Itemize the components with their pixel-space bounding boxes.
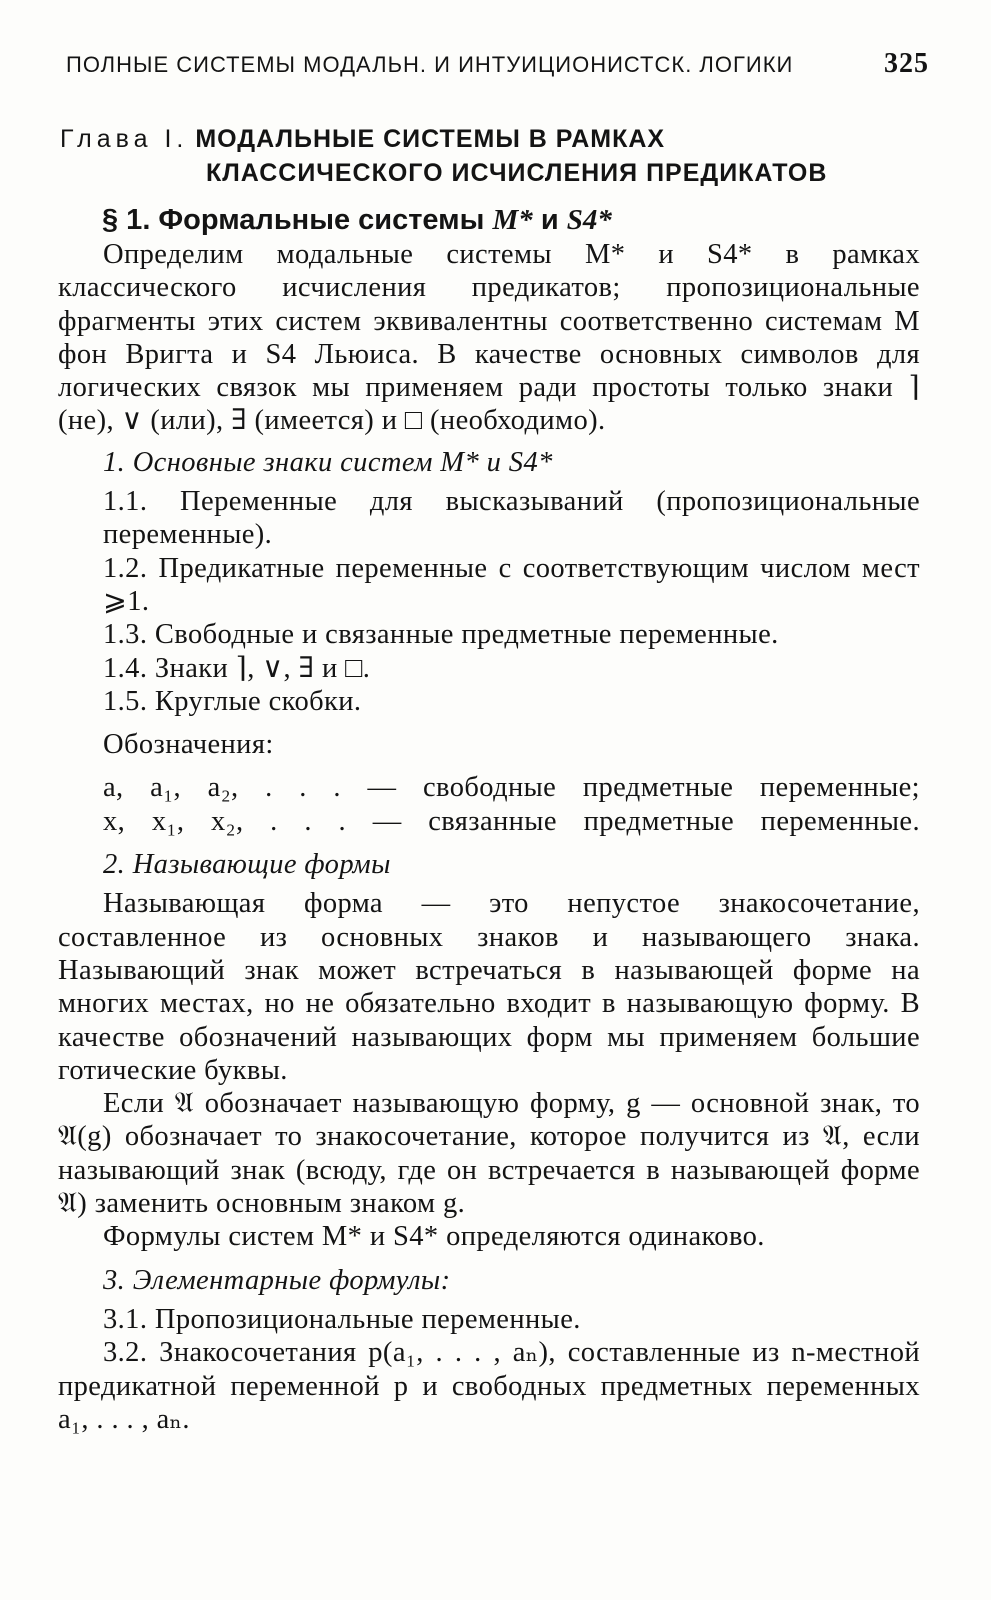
running-head [58,46,929,82]
chapter-heading [60,122,940,190]
chapter-title-line2: КЛАССИЧЕСКОГО ИСЧИСЛЕНИЯ ПРЕДИКАТОВ [206,159,828,187]
chapter-title-line1: МОДАЛЬНЫЕ СИСТЕМЫ В РАМКАХ [195,125,666,153]
item-1-2: 1.2. Предикатные переменные с соответствующим числом мест ⩾1. [103,552,920,617]
section-prefix: § 1. Формальные системы [102,204,485,236]
free-variables-line: a, a₁, a₂, . . . — свободные предметные переменные; [103,772,920,804]
item-3-1: 3.1. Пропозициональные переменные. [103,1303,581,1335]
section-system-m: M* [492,204,533,236]
item-1-1: 1.1. Переменные для высказываний (пропозициональные переменные). [103,486,920,551]
bound-variables-line: x, x₁, x₂, . . . — связанные предметные переменные. [103,805,920,837]
heading-basic-signs: 1. Основные знаки систем M* и S4* [103,446,553,478]
running-head-title: ПОЛНЫЕ СИСТЕМЫ МОДАЛЬН. И ИНТУИЦИОНИСТСК. ЛОГИКИ [66,52,794,77]
page-number: 325 [884,48,929,79]
notation-label: Обозначения: [103,729,274,761]
item-3-2: 3.2. Знакосочетания p(a₁, . . . , aₙ), составленные из n-местной предикатной переменной p и свободных предметных переменных a₁, . . . , aₙ. [58,1337,920,1435]
heading-naming-forms: 2. Называющие формы [103,849,391,881]
naming-forms-substitution-paragraph: Если 𝔄 обозначает называющую форму, g — основной знак, то 𝔄(g) обозначает то знакосочетание, которое получится из 𝔄, если называющий знак (всюду, где он встречается в называющей форме 𝔄) заменить основным знаком g. [58,1088,920,1220]
formulas-defined-paragraph: Формулы систем M* и S4* определяются одинаково. [103,1221,765,1253]
item-1-4: 1.4. Знаки ⌉, ∨, ∃ и □. [103,652,371,684]
heading-elementary-formulas: 3. Элементарные формулы: [103,1264,451,1296]
intro-paragraph: Определим модальные системы M* и S4* в рамках классического исчисления предикатов; пропозициональные фрагменты этих систем эквивалентны соответственно системам M фон Вригта и S4 Льюиса. В качестве основных символов для логических связок мы применяем ради простоты только знаки ⌉ (не), ∨ (или), ∃ (имеется) и □ (необходимо). [58,239,920,437]
item-1-5: 1.5. Круглые скобки. [103,685,362,717]
item-1-3: 1.3. Свободные и связанные предметные переменные. [103,619,779,651]
section-heading [102,204,612,237]
section-system-s4: S4* [566,204,612,236]
body-text [58,238,920,1436]
section-conj: и [540,204,559,236]
naming-forms-paragraph: Называющая форма — это непустое знакосочетание, составленное из основных знаков и называющего знака. Называющий знак может встречаться в называющей форме на многих местах, но не обязательно входит в называющую форму. В качестве обозначений называющих форм мы применяем большие готические буквы. [58,888,920,1086]
chapter-label: Глава I. [60,125,189,153]
